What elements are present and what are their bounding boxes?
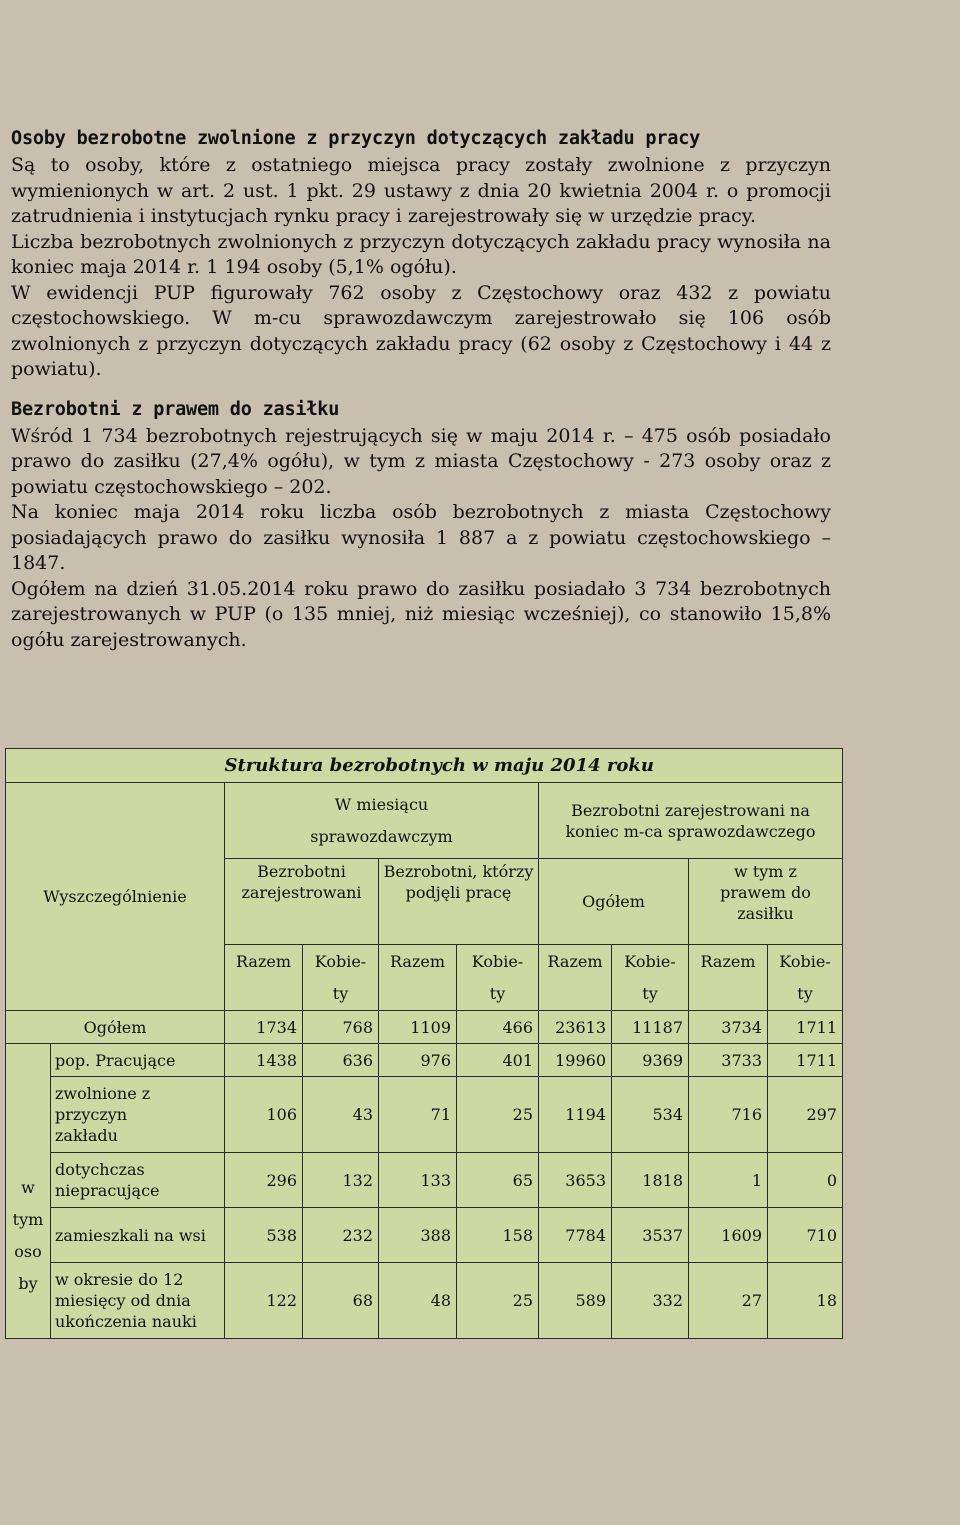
table-cell: 122	[225, 1263, 303, 1339]
table-cell: 0	[768, 1153, 843, 1208]
table-cell: 1734	[225, 1011, 303, 1044]
table-cell: 43	[303, 1077, 379, 1153]
table-cell: 9369	[612, 1044, 689, 1077]
w-tym-osoby-label: w tym oso by	[6, 1044, 51, 1339]
header-kobiety: Kobie- ty	[612, 945, 689, 1011]
table-cell: 158	[457, 1208, 539, 1263]
table-cell: 538	[225, 1208, 303, 1263]
document-body	[11, 128, 831, 653]
table-cell: 232	[303, 1208, 379, 1263]
header-wyszczegolnienie: Wyszczególnienie	[6, 783, 225, 1011]
table-cell: 332	[612, 1263, 689, 1339]
table-cell: 1818	[612, 1153, 689, 1208]
table-cell: 25	[457, 1263, 539, 1339]
section-benefits	[11, 399, 831, 654]
table-cell: 3734	[689, 1011, 768, 1044]
paragraph: Wśród 1 734 bezrobotnych rejestrujących się w maju 2014 r. – 475 osób posiadało prawo do zasiłku (27,4% ogółu), w tym z miasta Częstochowy - 273 osoby oraz z powiatu częstochowskiego – 202.	[11, 424, 831, 498]
table-cell: 636	[303, 1044, 379, 1077]
table-row	[6, 1208, 843, 1263]
header-registered: Bezrobotni zarejestrowani	[225, 859, 379, 945]
table-cell: 589	[539, 1263, 612, 1339]
table-cell: 1438	[225, 1044, 303, 1077]
paragraph: Liczba bezrobotnych zwolnionych z przyczyn dotyczących zakładu pracy wynosiła na koniec maja 2014 r. 1 194 osoby (5,1% ogółu).	[11, 230, 831, 278]
table-cell: 68	[303, 1263, 379, 1339]
table-cell: 65	[457, 1153, 539, 1208]
table-cell: 7784	[539, 1208, 612, 1263]
row-label: pop. Pracujące	[51, 1044, 225, 1077]
table-cell: 1609	[689, 1208, 768, 1263]
header-total: Ogółem	[539, 859, 689, 945]
title-spacer	[6, 749, 225, 783]
header-group-month: W miesiącu sprawozdawczym	[225, 783, 539, 859]
header-with-benefit: w tym z prawem do zasiłku	[689, 859, 843, 945]
table-cell: 71	[379, 1077, 457, 1153]
table-cell: 1194	[539, 1077, 612, 1153]
section-heading-benefits: Bezrobotni z prawem do zasiłku	[11, 398, 340, 420]
table-row	[6, 1044, 843, 1077]
table-cell: 296	[225, 1153, 303, 1208]
section-heading-layoffs: Osoby bezrobotne zwolnione z przyczyn dotyczących zakładu pracy	[11, 128, 701, 149]
header-razem: Razem	[379, 945, 457, 1011]
table-cell: 27	[689, 1263, 768, 1339]
table-cell: 18	[768, 1263, 843, 1339]
paragraph: W ewidencji PUP figurowały 762 osoby z Częstochowy oraz 432 z powiatu częstochowskiego. W m-cu sprawozdawczym zarejestrowało się 106 osób zwolnionych z przyczyn dotyczących zakładu pracy (62 osoby z Częstochowy i 44 z powiatu).	[11, 281, 831, 380]
table-cell: 132	[303, 1153, 379, 1208]
row-label: w okresie do 12 miesięcy od dnia ukończenia nauki	[51, 1263, 225, 1339]
table-cell: 1109	[379, 1011, 457, 1044]
table-row	[6, 1153, 843, 1208]
table-cell: 25	[457, 1077, 539, 1153]
paragraph: Na koniec maja 2014 roku liczba osób bezrobotnych z miasta Częstochowy posiadających prawo do zasiłku wynosiła 1 887 a z powiatu częstochowskiego – 1847.	[11, 501, 831, 574]
table-cell: 3653	[539, 1153, 612, 1208]
row-label: zwolnione z przyczyn zakładu	[51, 1077, 225, 1153]
table-cell: 716	[689, 1077, 768, 1153]
header-razem: Razem	[225, 945, 303, 1011]
header-kobiety: Kobie- ty	[457, 945, 539, 1011]
table-cell: 3733	[689, 1044, 768, 1077]
table-cell: 534	[612, 1077, 689, 1153]
paragraph: Są to osoby, które z ostatniego miejsca pracy zostały zwolnione z przyczyn wymienionych w art. 2 ust. 1 pkt. 29 ustawy z dnia 20 kwietnia 2004 r. o promocji zatrudnienia i instytucjach rynku pracy i zarejestrowały się w urzędzie pracy.	[11, 154, 831, 227]
header-group-end-of-month: Bezrobotni zarejestrowani na koniec m-ca sprawozdawczego	[539, 783, 843, 859]
table-cell: 133	[379, 1153, 457, 1208]
header-took-job: Bezrobotni, którzy podjęli pracę	[379, 859, 539, 945]
row-label: dotychczas niepracujące	[51, 1153, 225, 1208]
table-cell: 388	[379, 1208, 457, 1263]
table-cell: 11187	[612, 1011, 689, 1044]
table-cell: 23613	[539, 1011, 612, 1044]
table-cell: 401	[457, 1044, 539, 1077]
header-razem: Razem	[689, 945, 768, 1011]
header-razem: Razem	[539, 945, 612, 1011]
table-title: Struktura bezrobotnych w maju 2014 roku	[225, 749, 843, 783]
table-cell: 768	[303, 1011, 379, 1044]
table-cell: 106	[225, 1077, 303, 1153]
paragraph: Ogółem na dzień 31.05.2014 roku prawo do zasiłku posiadało 3 734 bezrobotnych zarejestrowanych w PUP (o 135 mniej, niż miesiąc wcześniej), co stanowiło 15,8% ogółu zarejestrowanych.	[11, 577, 831, 651]
table-row	[6, 1263, 843, 1339]
table-cell: 48	[379, 1263, 457, 1339]
table-cell: 710	[768, 1208, 843, 1263]
table-row	[6, 1077, 843, 1153]
table-cell: 1711	[768, 1044, 843, 1077]
structure-table-wrapper	[5, 748, 843, 1339]
table-cell: 3537	[612, 1208, 689, 1263]
table-cell: 976	[379, 1044, 457, 1077]
table-cell: 297	[768, 1077, 843, 1153]
header-kobiety: Kobie- ty	[768, 945, 843, 1011]
table-row-total	[6, 1011, 843, 1044]
header-kobiety: Kobie- ty	[303, 945, 379, 1011]
table-cell: 1	[689, 1153, 768, 1208]
table-cell: 19960	[539, 1044, 612, 1077]
table-cell: 466	[457, 1011, 539, 1044]
table-cell: 1711	[768, 1011, 843, 1044]
row-label-total: Ogółem	[6, 1011, 225, 1044]
row-label: zamieszkali na wsi	[51, 1208, 225, 1263]
unemployment-structure-table	[5, 748, 843, 1339]
